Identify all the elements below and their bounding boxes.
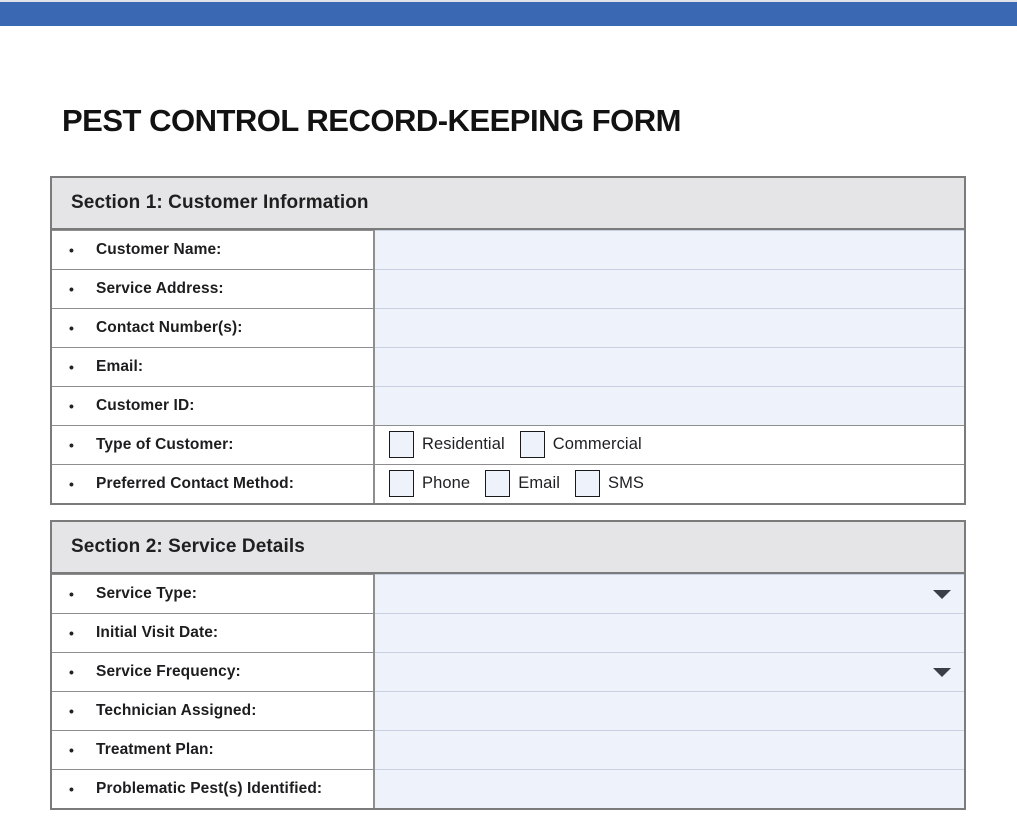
row-preferred-contact-method [52, 464, 964, 503]
row-type-of-customer [52, 425, 964, 464]
field-label: Initial Visit Date: [96, 623, 219, 641]
label-cell [52, 425, 375, 464]
label-cell [52, 730, 375, 769]
field-label: Service Type: [96, 584, 197, 602]
row-contact-numbers [52, 308, 964, 347]
row-email [52, 347, 964, 386]
section-title: Section 1: Customer Information [71, 191, 369, 213]
bullet-icon: • [69, 436, 74, 453]
label-cell [52, 613, 375, 652]
checkbox-label: SMS [607, 474, 645, 493]
treatment-plan-input[interactable] [375, 730, 964, 769]
bullet-icon: • [69, 780, 74, 797]
row-treatment-plan [52, 730, 964, 769]
field-label: Treatment Plan: [96, 740, 214, 758]
email-input[interactable] [375, 347, 964, 386]
top-accent-bar [0, 2, 1017, 26]
phone-checkbox[interactable] [389, 470, 414, 497]
section-customer-information [50, 176, 966, 505]
checkbox-label: Residential [422, 435, 505, 454]
label-cell [52, 691, 375, 730]
dropdown-arrow-icon[interactable] [933, 668, 951, 677]
contact-numbers-input[interactable] [375, 308, 964, 347]
label-cell [52, 386, 375, 425]
field-label: Preferred Contact Method: [96, 474, 294, 492]
label-cell [52, 464, 375, 503]
section-title: Section 2: Service Details [71, 535, 305, 557]
preferred-contact-options [375, 464, 964, 503]
sms-option [575, 470, 644, 497]
checkbox-label: Commercial [552, 435, 642, 454]
residential-option [389, 431, 505, 458]
sms-checkbox[interactable] [575, 470, 600, 497]
label-cell [52, 347, 375, 386]
section-service-details [50, 520, 966, 810]
bullet-icon: • [69, 475, 74, 492]
customer-name-input[interactable] [375, 230, 964, 269]
commercial-checkbox[interactable] [520, 431, 545, 458]
row-technician-assigned [52, 691, 964, 730]
form-page [0, 103, 1017, 810]
checkbox-label: Email [518, 474, 560, 493]
email-checkbox[interactable] [485, 470, 510, 497]
bullet-icon: • [69, 397, 74, 414]
bullet-icon: • [69, 585, 74, 602]
row-problematic-pests [52, 769, 964, 808]
field-label: Email: [96, 357, 144, 375]
field-label: Contact Number(s): [96, 318, 243, 336]
bullet-icon: • [69, 702, 74, 719]
row-customer-name [52, 230, 964, 269]
technician-assigned-input[interactable] [375, 691, 964, 730]
field-label: Customer ID: [96, 396, 195, 414]
service-type-dropdown[interactable] [375, 574, 964, 613]
dropdown-arrow-icon[interactable] [933, 590, 951, 599]
page-title: PEST CONTROL RECORD-KEEPING FORM [62, 103, 681, 138]
service-address-input[interactable] [375, 269, 964, 308]
bullet-icon: • [69, 663, 74, 680]
email-option [485, 470, 560, 497]
section-header [52, 522, 964, 574]
customer-id-input[interactable] [375, 386, 964, 425]
row-service-frequency [52, 652, 964, 691]
row-customer-id [52, 386, 964, 425]
service-frequency-dropdown[interactable] [375, 652, 964, 691]
bullet-icon: • [69, 319, 74, 336]
label-cell [52, 652, 375, 691]
label-cell [52, 574, 375, 613]
residential-checkbox[interactable] [389, 431, 414, 458]
field-label: Service Frequency: [96, 662, 241, 680]
commercial-option [520, 431, 642, 458]
row-service-address [52, 269, 964, 308]
bullet-icon: • [69, 741, 74, 758]
section-header [52, 178, 964, 230]
bullet-icon: • [69, 280, 74, 297]
type-of-customer-options [375, 425, 964, 464]
bullet-icon: • [69, 241, 74, 258]
problematic-pests-input[interactable] [375, 769, 964, 808]
initial-visit-date-input[interactable] [375, 613, 964, 652]
label-cell [52, 769, 375, 808]
checkbox-label: Phone [422, 474, 471, 493]
bullet-icon: • [69, 624, 74, 641]
phone-option [389, 470, 470, 497]
field-label: Problematic Pest(s) Identified: [96, 779, 323, 797]
field-label: Service Address: [96, 279, 224, 297]
field-label: Technician Assigned: [96, 701, 257, 719]
row-initial-visit-date [52, 613, 964, 652]
row-service-type [52, 574, 964, 613]
label-cell [52, 230, 375, 269]
field-label: Customer Name: [96, 240, 222, 258]
field-label: Type of Customer: [96, 435, 234, 453]
bullet-icon: • [69, 358, 74, 375]
label-cell [52, 269, 375, 308]
label-cell [52, 308, 375, 347]
